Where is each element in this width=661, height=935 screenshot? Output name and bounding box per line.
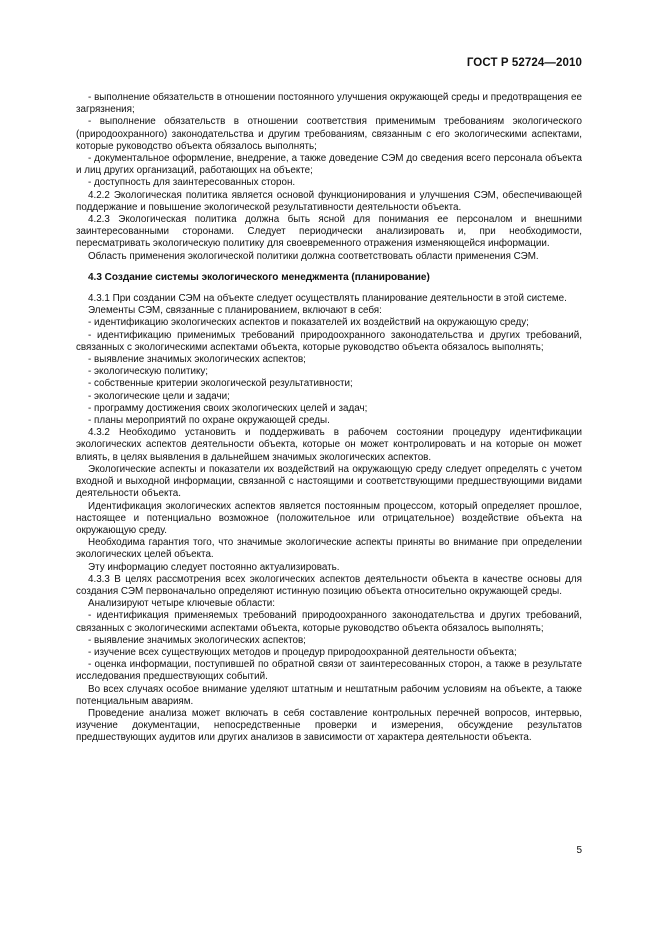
paragraph: Анализируют четыре ключевые области: xyxy=(88,598,275,610)
paragraph: 4.3.3 В целях рассмотрения всех экологических аспектов деятельности объекта в качестве основы для создания СЭМ первоначально определяют истинную позицию объекта относительно окружающей среды. xyxy=(76,573,582,597)
paragraph: - идентификация применяемых требований природоохранного законодательства и других требований, связанных с экологическими аспектами объекта, которые руководство объекта обязалось выполнять; xyxy=(76,610,582,634)
paragraph: - оценка информации, поступившей по обратной связи от заинтересованных сторон, а также в результате исследования предшествующих событий. xyxy=(76,659,582,683)
paragraph: 4.3.1 При создании СЭМ на объекте следует осуществлять планирование деятельности в этой системе. xyxy=(88,293,567,305)
paragraph: Во всех случаях особое внимание уделяют штатным и нештатным рабочим условиям на объекте, а также потенциальным авариям. xyxy=(76,683,582,707)
paragraph: Элементы СЭМ, связанные с планированием, включают в себя: xyxy=(88,305,382,317)
paragraph: Эту информацию следует постоянно актуализировать. xyxy=(88,561,340,573)
standard-header: ГОСТ Р 52724—2010 xyxy=(466,57,582,69)
paragraph: - выполнение обязательств в отношении постоянного улучшения окружающей среды и предотвращения ее загрязнения; xyxy=(76,92,582,116)
paragraph: - экологическую политику; xyxy=(88,366,209,378)
paragraph: - документальное оформление, внедрение, а также доведение СЭМ до сведения всего персонала объекта и лиц других организаций, работающих на объекте; xyxy=(76,153,582,177)
paragraph: 4.3.2 Необходимо установить и поддерживать в рабочем состоянии процедуру идентификации экологических аспектов деятельности объекта, которые он может контролировать и на которые он может влиять, в целях выявления в дальнейшем значимых экологических аспектов. xyxy=(76,427,582,463)
page-number: 5 xyxy=(576,845,582,856)
paragraph: - программу достижения своих экологических целей и задач; xyxy=(88,402,368,414)
paragraph: 4.2.3 Экологическая политика должна быть ясной для понимания ее персоналом и внешними заинтересованными сторонами. Следует периодически анализировать и, при необходимости, пересматривать экологическую политику для своевременного отражения изменяющейся информации. xyxy=(76,214,582,250)
paragraph: Необходима гарантия того, что значимые экологические аспекты приняты во внимание при определении экологических целей объекта. xyxy=(76,537,582,561)
paragraph: Идентификация экологических аспектов является постоянным процессом, который определяет прошлое, настоящее и потенциально возможное (положительное или отрицательное) воздействие объекта на окружающую среду. xyxy=(76,500,582,536)
paragraph: Область применения экологической политики должна соответствовать области применения СЭМ. xyxy=(88,250,539,262)
document-body xyxy=(76,92,582,745)
paragraph: 4.2.2 Экологическая политика является основой функционирования и улучшения СЭМ, обеспечивающей поддержание и повышение экологической результативности деятельности объекта. xyxy=(76,189,582,213)
planning-paragraphs xyxy=(76,293,582,745)
paragraph: Экологические аспекты и показатели их воздействий на окружающую среду следует определять с учетом входной и выходной информации, связанной с настоящими и соответствующими предшествующими видами деятельности объекта. xyxy=(76,463,582,500)
paragraph: - доступность для заинтересованных сторон. xyxy=(88,177,296,189)
paragraph: - изучение всех существующих методов и процедур природоохранной деятельности объекта; xyxy=(88,646,517,658)
paragraph: - идентификацию применимых требований природоохранного законодательства и других требований, связанных с экологическими аспектами объекта, которые руководство объекта обязалось выполнять; xyxy=(76,329,582,353)
policy-paragraphs xyxy=(76,92,582,263)
paragraph: Проведение анализа может включать в себя составление контрольных перечней вопросов, интервью, изучение документации, непосредственные проверки и измерения, обсуждение результатов предшествующих аудитов или других анализов в зависимости от характера деятельности объекта. xyxy=(76,707,582,744)
paragraph: - собственные критерии экологической результативности; xyxy=(88,378,353,390)
paragraph: - выявление значимых экологических аспектов; xyxy=(88,354,306,366)
paragraph: - идентификацию экологических аспектов и показателей их воздействий на окружающую среду; xyxy=(88,317,529,329)
paragraph: - выявление значимых экологических аспектов; xyxy=(88,634,306,646)
paragraph: - экологические цели и задачи; xyxy=(88,390,230,402)
paragraph: - выполнение обязательств в отношении соответствия применимым требованиям экологического (природоохранного) законодательства и другим требованиям, связанным с его экологическими аспектами, которые руководство объекта обязалось выполнять; xyxy=(76,116,582,152)
paragraph: - планы мероприятий по охране окружающей среды. xyxy=(88,415,330,427)
section-heading: 4.3 Создание системы экологического менеджмента (планирование) xyxy=(88,271,430,283)
